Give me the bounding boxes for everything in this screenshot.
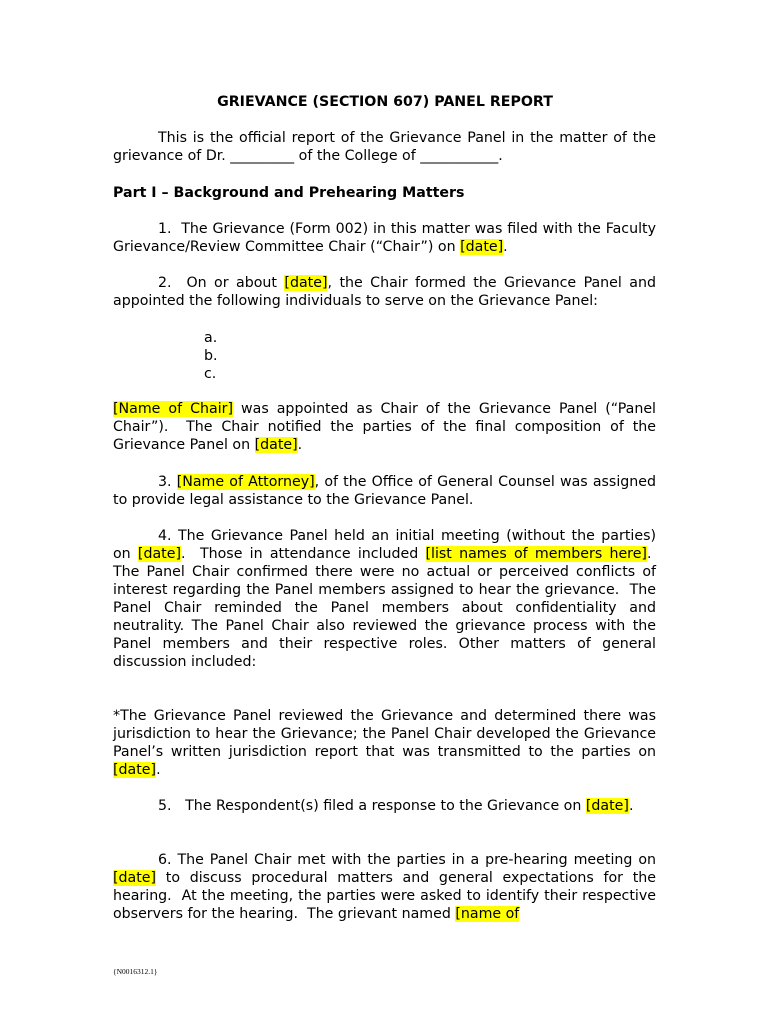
placeholder-date: [date]	[113, 762, 157, 778]
placeholder-name-of: [name of	[455, 906, 520, 922]
paragraph-4-text: 4. The Grievance Panel held an initial meeting (without the parties) on	[113, 528, 656, 562]
paragraph-4-mid: . Those in attendance included	[180, 546, 426, 562]
paragraph-1-end: .	[503, 239, 508, 255]
paragraph-jurisdiction	[113, 707, 656, 779]
paragraph-1	[113, 220, 656, 256]
paragraph-5	[113, 797, 656, 815]
placeholder-date: [date]	[254, 437, 298, 453]
paragraph-4	[113, 527, 656, 671]
placeholder-date: [date]	[460, 239, 504, 255]
paragraph-6	[113, 851, 656, 923]
part1-heading: Part I – Background and Prehearing Matters	[113, 185, 465, 201]
placeholder-date: [date]	[113, 870, 157, 886]
panel-member-list	[204, 329, 264, 383]
placeholder-date: [date]	[137, 546, 181, 562]
paragraph-1-text: 1. The Grievance (Form 002) in this matter was filed with the Faculty Grievance/Review Committee Chair (“Chair”) on	[113, 221, 656, 255]
paragraph-2b-end: .	[297, 437, 303, 453]
paragraph-2	[113, 274, 656, 310]
paragraph-6-text: 6. The Panel Chair met with the parties in a pre-hearing meeting on	[158, 852, 656, 868]
list-item: c.	[204, 366, 217, 382]
placeholder-name-of-attorney: [Name of Attorney]	[176, 474, 315, 490]
paragraph-2-text: 2. On or about	[158, 275, 285, 291]
paragraph-5-end: .	[628, 798, 634, 814]
paragraph-4-rest: . The Panel Chair confirmed there were no actual or perceived conflicts of interest regarding the Panel members assigned to hear the grievance. The Panel Chair reminded the Panel members about confidentiality and neutrality. The Panel Chair also reviewed the grievance process with the Panel members and their respective roles. Other matters of general discussion included:	[113, 546, 656, 670]
document-title: GRIEVANCE (SECTION 607) PANEL REPORT	[217, 94, 553, 110]
paragraph-jurisdiction-text: *The Grievance Panel reviewed the Grievance and determined there was jurisdiction to hear the Grievance; the Panel Chair developed the Grievance Panel’s written jurisdiction report that was transmitted to the parties on	[113, 708, 656, 760]
placeholder-date: [date]	[284, 275, 328, 291]
intro-paragraph: This is the official report of the Grievance Panel in the matter of the grievance of Dr. _________ of the College of ___________.	[113, 130, 656, 164]
paragraph-2b-text: was appointed as Chair of the Grievance Panel (“Panel Chair”). The Chair notified the parties of the final composition of the Grievance Panel on	[113, 401, 656, 453]
paragraph-3-text: , of the Office of General Counsel was assigned to provide legal assistance to the Grievance Panel.	[113, 474, 656, 508]
paragraph-3	[113, 473, 656, 509]
list-item: a.	[204, 330, 218, 346]
document-footer-id: {N0016312.1}	[113, 967, 158, 976]
placeholder-name-of-chair: [Name of Chair]	[113, 401, 234, 417]
list-item: b.	[204, 348, 218, 364]
paragraph-5-text: 5. The Respondent(s) filed a response to the Grievance on	[158, 798, 586, 814]
placeholder-list-names: [list names of members here]	[425, 546, 647, 562]
paragraph-2b	[113, 400, 656, 454]
placeholder-date: [date]	[585, 798, 629, 814]
paragraph-3-num: 3.	[158, 474, 177, 490]
paragraph-2-end: , the Chair formed the Grievance Panel and appointed the following individuals to serve on the Grievance Panel:	[113, 275, 656, 309]
paragraph-6-mid: to discuss procedural matters and general expectations for the hearing. At the meeting, the parties were asked to identify their respective observers for the hearing. The grievant named	[113, 870, 656, 922]
paragraph-jurisdiction-end: .	[156, 762, 161, 778]
